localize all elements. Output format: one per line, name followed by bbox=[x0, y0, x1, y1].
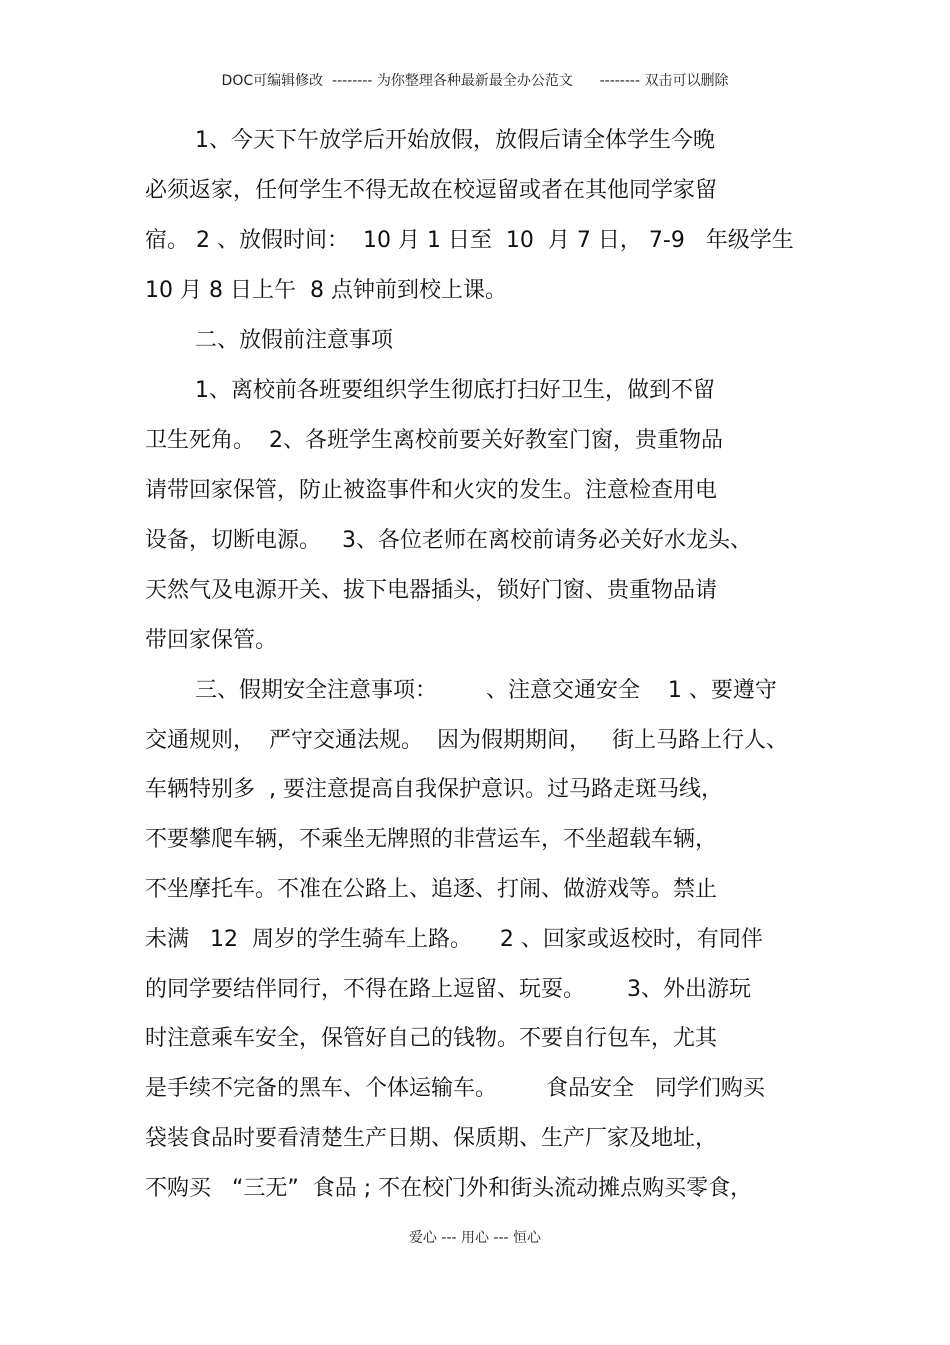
body-line: 10 月 8 日上午 8 点钟前到校上课。 bbox=[145, 278, 507, 303]
page-header: DOC可编辑修改 -------- 为你整理各种最新最全办公范文 -------- 双击可以删除 bbox=[221, 73, 729, 89]
body-line: 未满 12 周岁的学生骑车上路。 2 、回家或返校时，有同伴 bbox=[145, 927, 763, 952]
body-line: 不购买 “三无” 食品 ; 不在校门外和街头流动摊点购买零食， bbox=[145, 1176, 753, 1201]
body-line: 是手续不完备的黑车、个体运输车。 食品安全 同学们购买 bbox=[145, 1076, 765, 1101]
body-line: 车辆特别多 , 要注意提高自我保护意识。过马路走斑马线， bbox=[145, 777, 723, 802]
body-line: 1、离校前各班要组织学生彻底打扫好卫生，做到不留 bbox=[195, 378, 715, 403]
body-line: 设备，切断电源。 3、各位老师在离校前请务必关好水龙头、 bbox=[145, 528, 752, 553]
section-heading: 二、放假前注意事项 bbox=[195, 328, 394, 353]
page-footer: 爱心 --- 用心 --- 恒心 bbox=[408, 1230, 542, 1246]
section-heading: 三、假期安全注意事项： 、注意交通安全 1 、要遵守 bbox=[195, 678, 777, 703]
body-line: 宿。 2 、放假时间： 10 月 1 日至 10 月 7 日， 7-9 年级学生 bbox=[145, 228, 794, 253]
body-line: 必须返家，任何学生不得无故在校逗留或者在其他同学家留 bbox=[145, 178, 718, 203]
body-line: 不要攀爬车辆，不乘坐无牌照的非营运车，不坐超载车辆， bbox=[145, 827, 718, 852]
body-line: 袋装食品时要看清楚生产日期、保质期、生产厂家及地址， bbox=[145, 1126, 718, 1151]
body-line: 时注意乘车安全，保管好自己的钱物。不要自行包车，尤其 bbox=[145, 1026, 718, 1051]
body-line: 请带回家保管，防止被盗事件和火灾的发生。注意检查用电 bbox=[145, 478, 718, 503]
body-line: 1、今天下午放学后开始放假，放假后请全体学生今晚 bbox=[195, 128, 715, 153]
body-line: 天然气及电源开关、拔下电器插头，锁好门窗、贵重物品请 bbox=[145, 578, 718, 603]
body-line: 带回家保管。 bbox=[145, 628, 278, 653]
body-line: 交通规则， 严守交通法规。 因为假期期间， 街上马路上行人、 bbox=[145, 728, 788, 753]
body-line: 不坐摩托车。不准在公路上、追逐、打闹、做游戏等。禁止 bbox=[145, 877, 718, 902]
body-line: 的同学要结伴同行，不得在路上逗留、玩耍。 3、外出游玩 bbox=[145, 977, 751, 1002]
body-line: 卫生死角。 2、各班学生离校前要关好教室门窗，贵重物品 bbox=[145, 428, 723, 453]
